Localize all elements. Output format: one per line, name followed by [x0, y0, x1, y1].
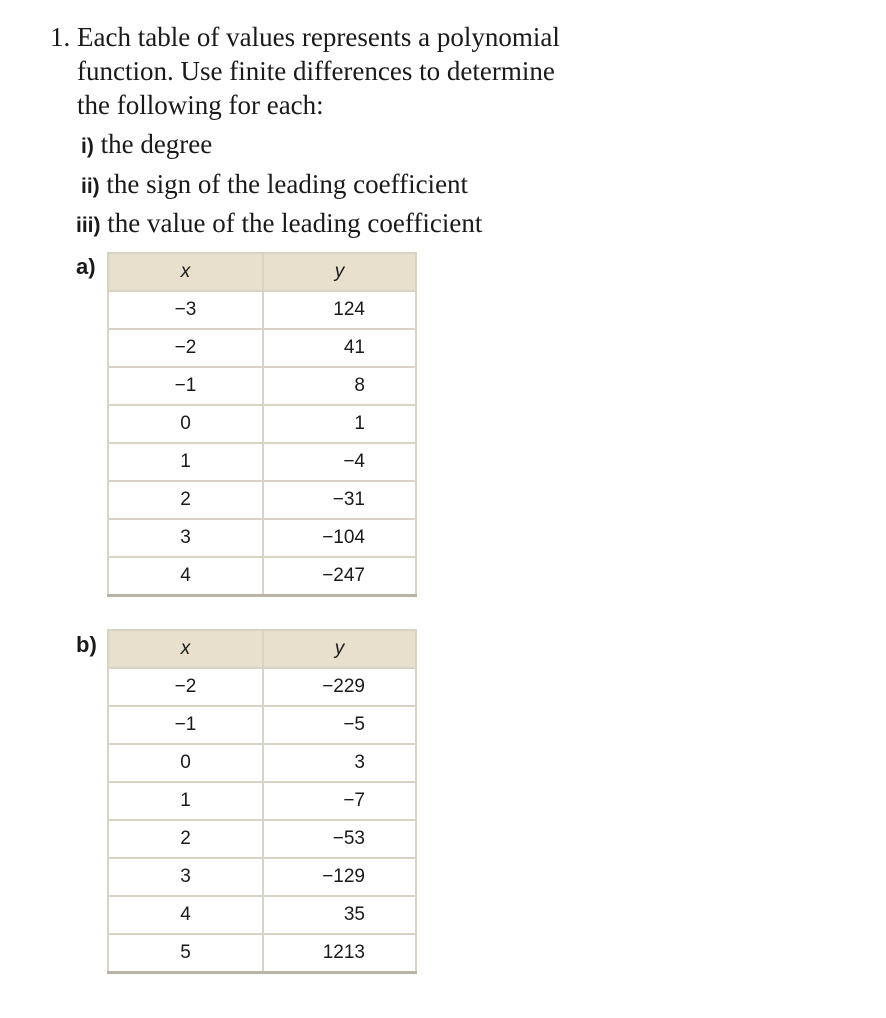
subpart-value: [76, 206, 482, 243]
table-row: [108, 896, 416, 934]
x-column-header: x: [108, 630, 263, 668]
table-row: [108, 706, 416, 744]
question-number: 1.: [50, 22, 71, 52]
x-cell: 3: [108, 519, 263, 557]
subpart-label: ii): [81, 175, 100, 198]
y-cell: −247: [263, 557, 416, 596]
x-cell: 0: [108, 744, 263, 782]
table-header-row: [108, 253, 416, 291]
x-cell: 5: [108, 934, 263, 973]
y-cell: −5: [263, 706, 416, 744]
table-row: [108, 405, 416, 443]
table-header-row: [108, 630, 416, 668]
question-stem-line: function. Use finite differences to determine: [77, 56, 555, 86]
y-cell: 8: [263, 367, 416, 405]
y-cell: −4: [263, 443, 416, 481]
x-cell: 0: [108, 405, 263, 443]
table-row: [108, 443, 416, 481]
x-cell: 1: [108, 782, 263, 820]
y-cell: −53: [263, 820, 416, 858]
question-stem-line: Each table of values represents a polynomial: [77, 22, 560, 52]
table-row: [108, 329, 416, 367]
x-cell: −2: [108, 329, 263, 367]
x-cell: −3: [108, 291, 263, 329]
subpart-label: i): [81, 135, 94, 158]
y-column-header: y: [263, 253, 416, 291]
table-row: [108, 668, 416, 706]
table-row: [108, 291, 416, 329]
subpart-text: the degree: [100, 129, 213, 159]
part-a-label: a): [76, 254, 96, 279]
y-cell: 35: [263, 896, 416, 934]
y-cell: 1213: [263, 934, 416, 973]
question-stem-line: the following for each:: [77, 90, 324, 120]
x-cell: 1: [108, 443, 263, 481]
subpart-text: the sign of the leading coefficient: [106, 169, 469, 199]
table-row: [108, 557, 416, 596]
table-b: [107, 629, 417, 974]
table-a: [107, 252, 417, 597]
y-cell: 3: [263, 744, 416, 782]
y-cell: 41: [263, 329, 416, 367]
x-cell: −1: [108, 367, 263, 405]
subpart-degree: [81, 127, 212, 164]
table-row: [108, 744, 416, 782]
y-cell: −7: [263, 782, 416, 820]
table-row: [108, 519, 416, 557]
y-cell: −104: [263, 519, 416, 557]
y-cell: −129: [263, 858, 416, 896]
subpart-text: the value of the leading coefficient: [107, 208, 483, 238]
y-cell: 1: [263, 405, 416, 443]
table-row: [108, 820, 416, 858]
table-row: [108, 782, 416, 820]
x-cell: 4: [108, 896, 263, 934]
table-row: [108, 481, 416, 519]
y-cell: −229: [263, 668, 416, 706]
x-cell: −2: [108, 668, 263, 706]
x-cell: 3: [108, 858, 263, 896]
y-column-header: y: [263, 630, 416, 668]
x-cell: −1: [108, 706, 263, 744]
x-column-header: x: [108, 253, 263, 291]
y-cell: 124: [263, 291, 416, 329]
x-cell: 2: [108, 481, 263, 519]
x-cell: 4: [108, 557, 263, 596]
x-cell: 2: [108, 820, 263, 858]
table-row: [108, 934, 416, 973]
y-cell: −31: [263, 481, 416, 519]
table-row: [108, 858, 416, 896]
part-b-label: b): [76, 632, 97, 657]
question-stem: [77, 20, 637, 122]
subpart-sign: [81, 167, 468, 204]
table-row: [108, 367, 416, 405]
subpart-label: iii): [76, 214, 101, 237]
